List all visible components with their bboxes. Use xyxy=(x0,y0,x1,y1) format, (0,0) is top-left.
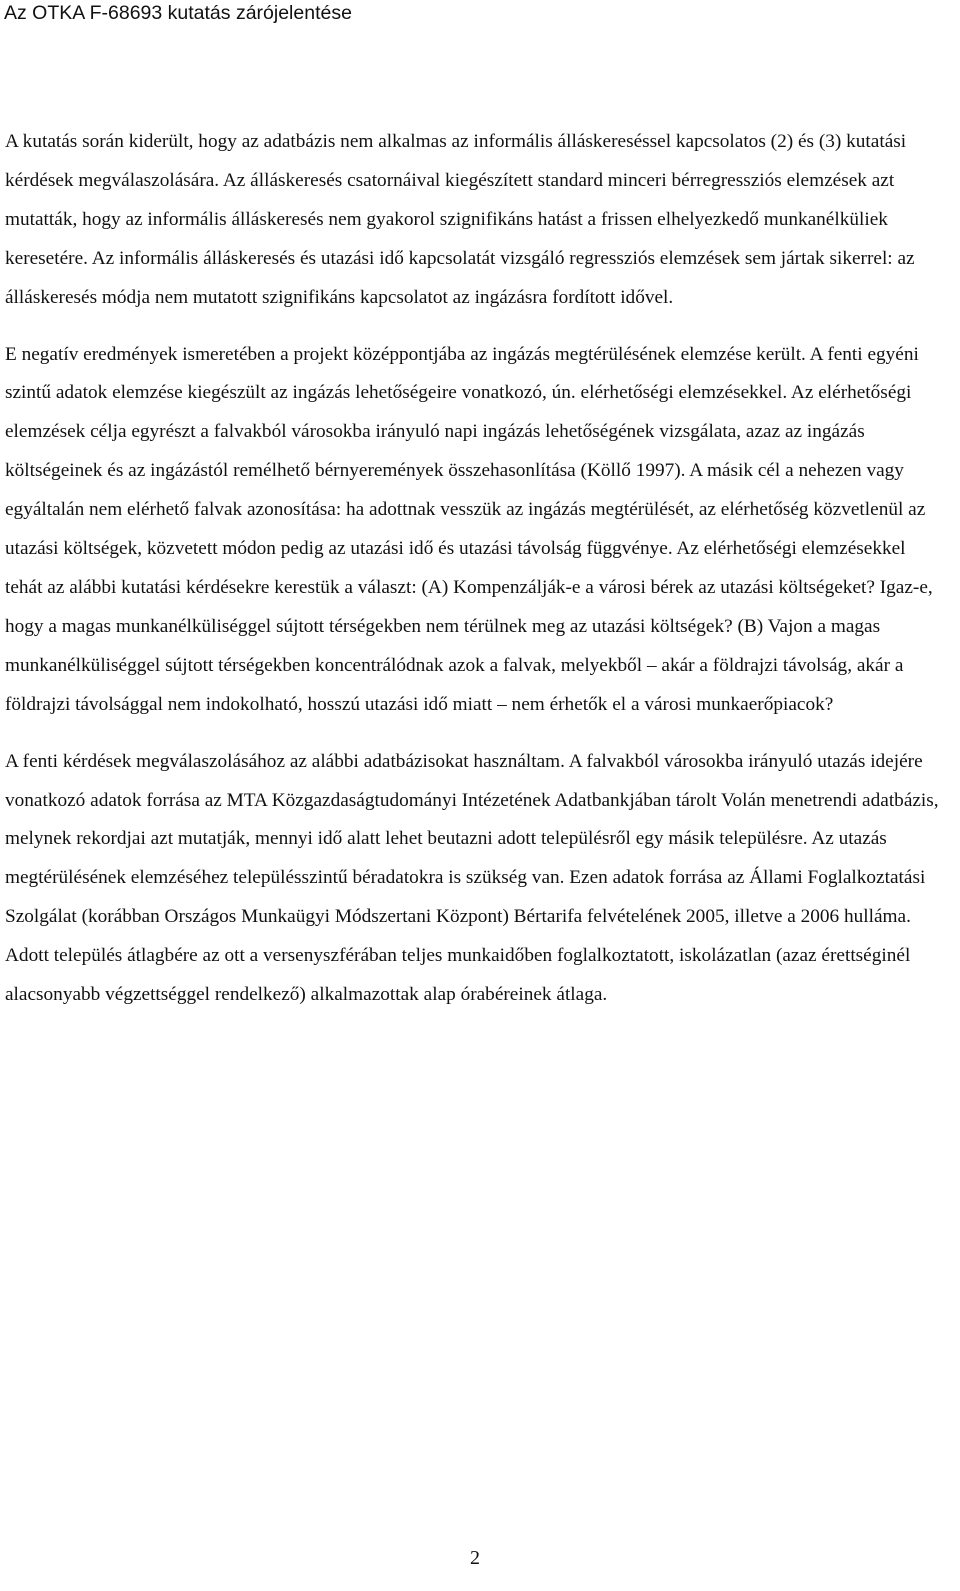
page-number: 2 xyxy=(470,1547,480,1569)
paragraph-findings: A kutatás során kiderült, hogy az adatbázis nem alkalmas az informális álláskereséssel kapcsolatos (2) és (3) kutatási kérdések megválaszolására. Az álláskeresés csatornáival kiegészített standard minceri bérregressziós elemzések azt mutatták, hogy az informális álláskeresés nem gyakorol szignifikáns hatást a frissen elhelyezkedő munkanélküliek keresetére. Az informális álláskeresés és utazási idő kapcsolatát vizsgáló regressziós elemzések sem jártak sikerrel: az álláskeresés módja nem mutatott szignifikáns kapcsolatot az ingázásra fordított idővel. xyxy=(5,131,915,308)
paragraph-data-sources: A fenti kérdések megválaszolásához az alábbi adatbázisokat használtam. A falvakból városokba irányuló utazás idejére vonatkozó adatok forrása az MTA Közgazdaságtudományi Intézetének Adatbankjában tárolt Volán menetrendi adatbázis, melynek rekordjai azt mutatják, mennyi idő alatt lehet beutazni adott településről egy másik településre. Az utazás megtérülésének elemzéséhez településszintű béradatokra is szükség van. Ezen adatok forrása az Állami Foglalkoztatási Szolgálat (korábban Országos Munkaügyi Módszertani Központ) Bértarifa felvételének 2005, illetve a 2006 hulláma. Adott település átlagbére az ott a versenyszférában teljes munkaidőben foglalkoztatott, iskolázatlan (azaz érettséginél alacsonyabb végzettséggel rendelkező) alkalmazottak alap órabéreinek átlaga. xyxy=(5,750,939,1006)
body-text xyxy=(5,123,945,1033)
paragraph-accessibility-analysis: E negatív eredmények ismeretében a projekt középpontjába az ingázás megtérülésének elemzése került. A fenti egyéni szintű adatok elemzése kiegészült az ingázás lehetőségeire vonatkozó, ún. elérhetőségi elemzésekkel. Az elérhetőségi elemzések célja egyrészt a falvakból városokba irányuló napi ingázás lehetőségének vizsgálata, azaz az ingázás költségeinek és az ingázástól remélhető bérnyeremények összehasonlítása (Köllő 1997). A másik cél a nehezen vagy egyáltalán nem elérhető falvak azonosítása: ha adottnak vesszük az ingázás megtérülését, az elérhetőség közvetlenül az utazási költségek, közvetett módon pedig az utazási idő és utazási távolság függvénye. Az elérhetőségi elemzésekkel tehát az alábbi kutatási kérdésekre kerestük a választ: (A) Kompenzálják-e a városi bérek az utazási költségeket? Igaz-e, hogy a magas munkanélküliséggel sújtott térségekben nem térülnek meg az utazási költségek? (B) Vajon a magas munkanélküliséggel sújtott térségekben koncentrálódnak azok a falvak, melyekből – akár a földrajzi távolság, akár a földrajzi távolsággal nem indokolható, hosszú utazási idő miatt – nem érhetők el a városi munkaerőpiacok? xyxy=(5,343,933,715)
running-header-title: Az OTKA F-68693 kutatás zárójelentése xyxy=(4,2,352,24)
